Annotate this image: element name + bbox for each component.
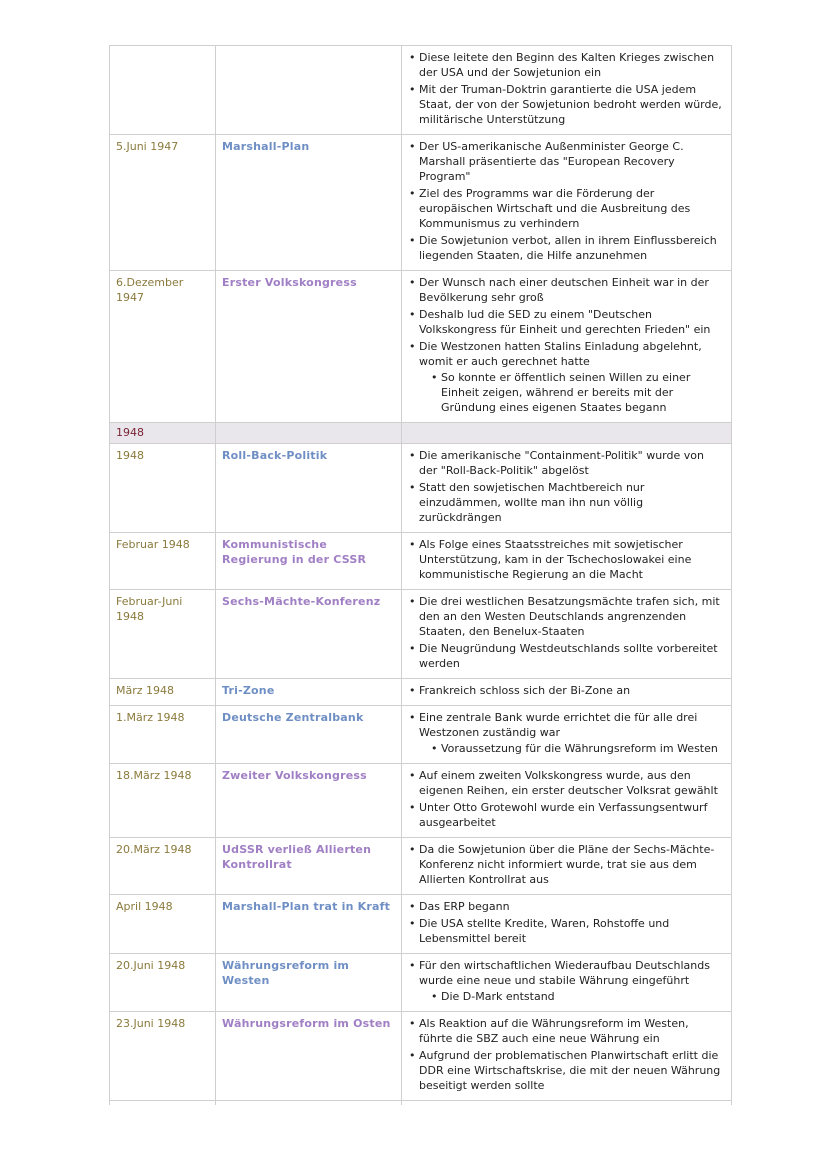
event-date: Februar-Juni 1948 xyxy=(110,590,216,679)
event-date: März 1948 xyxy=(110,679,216,706)
timeline-table xyxy=(109,45,732,1105)
note-text: Da die Sowjetunion über die Pläne der Sechs-Mächte-Konferenz nicht informiert wurde, trat sie aus dem Allierten Kontrollrat aus xyxy=(419,843,715,886)
note-text: Die Sowjetunion verbot, allen in ihrem Einflussbereich liegenden Staaten, die Hilfe anzunehmen xyxy=(419,234,717,262)
event-title: Marshall-Plan xyxy=(216,135,402,271)
event-title: Erster Volkskongress xyxy=(216,271,402,423)
note-text: Ziel des Programms war die Förderung der europäischen Wirtschaft und die Ausbreitung des Kommunismus zu verhindern xyxy=(419,187,691,230)
event-title: Marshall-Plan trat in Kraft xyxy=(216,895,402,954)
event-title: Zweiter Volkskongress xyxy=(216,764,402,838)
event-notes xyxy=(402,46,732,135)
event-title: UdSSR verließ Allierten Kontrollrat xyxy=(216,838,402,895)
note-text: Für den wirtschaftlichen Wiederaufbau Deutschlands wurde eine neue und stabile Währung eingeführt xyxy=(419,959,710,987)
event-notes xyxy=(402,838,732,895)
notes-list xyxy=(408,50,725,127)
event-notes xyxy=(402,135,732,271)
notes-list xyxy=(408,275,725,415)
timeline-row xyxy=(110,706,732,764)
note-item xyxy=(419,186,725,231)
event-date: 20.Juni 1948 xyxy=(110,954,216,1012)
event-title: Währungsreform im Osten xyxy=(216,1012,402,1101)
note-text: Als Folge eines Staatsstreiches mit sowjetischer Unterstützung, kam in der Tschechoslowakei eine kommunistische Regierung an die Macht xyxy=(419,538,692,581)
sub-note-item: • So konnte er öffentlich seinen Willen zu einer Einheit zeigen, während er bereits mit der Gründung eines eigenen Staates begann xyxy=(441,370,725,415)
event-date: Februar 1948 xyxy=(110,533,216,590)
event-notes xyxy=(402,706,732,764)
note-item xyxy=(419,899,725,914)
notes-list xyxy=(408,537,725,582)
note-text: Die USA stellte Kredite, Waren, Rohstoffe und Lebensmittel bereit xyxy=(419,917,670,945)
event-title: Roll-Back-Politik xyxy=(216,444,402,533)
timeline-row xyxy=(110,764,732,838)
note-text: Der US-amerikanische Außenminister George C. Marshall präsentierte das "European Recovery Program" xyxy=(419,140,684,183)
notes-list xyxy=(408,139,725,263)
event-notes xyxy=(402,271,732,423)
event-date: 1948 xyxy=(110,444,216,533)
sub-notes-list xyxy=(419,370,725,415)
sub-notes-list xyxy=(419,989,725,1004)
note-text: Mit der Truman-Doktrin garantierte die USA jedem Staat, der von der Sowjetunion bedroht werden würde, militärische Unterstützung xyxy=(419,83,722,126)
note-item xyxy=(419,710,725,756)
event-notes xyxy=(402,764,732,838)
event-notes xyxy=(402,679,732,706)
note-text: Die Neugründung Westdeutschlands sollte vorbereitet werden xyxy=(419,642,718,670)
note-item xyxy=(419,275,725,305)
notes-list xyxy=(408,958,725,1004)
event-date: 18.März 1948 xyxy=(110,764,216,838)
event-notes xyxy=(402,1012,732,1101)
note-item xyxy=(419,594,725,639)
notes-list xyxy=(408,710,725,756)
note-item xyxy=(419,800,725,830)
sub-note-item: • Voraussetzung für die Währungsreform im Westen xyxy=(441,741,725,756)
year-label: 1948 xyxy=(110,423,216,444)
note-item xyxy=(419,50,725,80)
note-text: Auf einem zweiten Volkskongress wurde, aus den eigenen Reihen, ein erster deutscher Volksrat gewählt xyxy=(419,769,718,797)
note-text: Das ERP begann xyxy=(419,900,510,913)
event-date: 5.Juni 1947 xyxy=(110,135,216,271)
note-text: Unter Otto Grotewohl wurde ein Verfassungsentwurf ausgearbeitet xyxy=(419,801,708,829)
note-item xyxy=(419,307,725,337)
event-title: Kommunistische Regierung in der CSSR xyxy=(216,533,402,590)
notes-list xyxy=(408,1016,725,1093)
note-item xyxy=(419,339,725,415)
event-notes xyxy=(402,954,732,1012)
notes-list xyxy=(408,768,725,830)
timeline-row xyxy=(110,271,732,423)
timeline-row xyxy=(110,46,732,135)
event-date: 23.Juni 1948 xyxy=(110,1012,216,1101)
cutoff-cell xyxy=(402,1101,732,1106)
cutoff-cell xyxy=(216,1101,402,1106)
timeline-row xyxy=(110,895,732,954)
note-text: Die drei westlichen Besatzungsmächte trafen sich, mit den an den Westen Deutschlands angrenzenden Staaten, den Benelux-Staaten xyxy=(419,595,720,638)
note-text: Deshalb lud die SED zu einem "Deutschen Volkskongress für Einheit und gerechten Frieden" ein xyxy=(419,308,711,336)
note-text: Statt den sowjetischen Machtbereich nur einzudämmen, wollte man ihn nun völlig zurückdrängen xyxy=(419,481,645,524)
note-item xyxy=(419,537,725,582)
event-notes xyxy=(402,590,732,679)
event-notes xyxy=(402,533,732,590)
timeline-row xyxy=(110,954,732,1012)
note-item xyxy=(419,1016,725,1046)
cutoff-cell xyxy=(110,1101,216,1106)
timeline-row xyxy=(110,590,732,679)
notes-list xyxy=(408,594,725,671)
note-item xyxy=(419,1048,725,1093)
event-notes xyxy=(402,444,732,533)
event-title: Währungsreform im Westen xyxy=(216,954,402,1012)
note-item xyxy=(419,233,725,263)
note-text: Diese leitete den Beginn des Kalten Krieges zwischen der USA und der Sowjetunion ein xyxy=(419,51,715,79)
notes-list xyxy=(408,899,725,946)
year-divider-cell xyxy=(216,423,402,444)
note-text: Die Westzonen hatten Stalins Einladung abgelehnt, womit er auch gerechnet hatte xyxy=(419,340,702,368)
event-notes xyxy=(402,895,732,954)
year-divider-row xyxy=(110,423,732,444)
notes-list xyxy=(408,683,725,698)
note-item xyxy=(419,82,725,127)
event-title: Sechs-Mächte-Konferenz xyxy=(216,590,402,679)
note-text: Eine zentrale Bank wurde errichtet die für alle drei Westzonen zuständig war xyxy=(419,711,698,739)
event-date: 1.März 1948 xyxy=(110,706,216,764)
note-item xyxy=(419,448,725,478)
note-item xyxy=(419,958,725,1004)
event-title: Deutsche Zentralbank xyxy=(216,706,402,764)
timeline-body xyxy=(110,46,732,1106)
note-item xyxy=(419,139,725,184)
note-text: Aufgrund der problematischen Planwirtschaft erlitt die DDR eine Wirtschaftskrise, die mit der neuen Währung beseitigt werden sollte xyxy=(419,1049,721,1092)
event-date: April 1948 xyxy=(110,895,216,954)
notes-list xyxy=(408,842,725,887)
note-item xyxy=(419,768,725,798)
note-item xyxy=(419,683,725,698)
note-item xyxy=(419,641,725,671)
note-text: Frankreich schloss sich der Bi-Zone an xyxy=(419,684,631,697)
note-text: Die amerikanische "Containment-Politik" wurde von der "Roll-Back-Politik" abgelöst xyxy=(419,449,704,477)
note-item xyxy=(419,480,725,525)
timeline-row xyxy=(110,533,732,590)
event-date: 6.Dezember 1947 xyxy=(110,271,216,423)
event-date: 20.März 1948 xyxy=(110,838,216,895)
note-text: Als Reaktion auf die Währungsreform im Westen, führte die SBZ auch eine neue Währung ein xyxy=(419,1017,689,1045)
sub-notes-list xyxy=(419,741,725,756)
timeline-row xyxy=(110,838,732,895)
timeline-row xyxy=(110,1012,732,1101)
sub-note-item: • Die D-Mark entstand xyxy=(441,989,725,1004)
note-item xyxy=(419,842,725,887)
note-item xyxy=(419,916,725,946)
cutoff-row xyxy=(110,1101,732,1106)
note-text: Der Wunsch nach einer deutschen Einheit war in der Bevölkerung sehr groß xyxy=(419,276,709,304)
notes-list xyxy=(408,448,725,525)
timeline-row xyxy=(110,444,732,533)
event-title xyxy=(216,46,402,135)
event-title: Tri-Zone xyxy=(216,679,402,706)
timeline-row xyxy=(110,679,732,706)
timeline-row xyxy=(110,135,732,271)
event-date xyxy=(110,46,216,135)
year-divider-cell xyxy=(402,423,732,444)
